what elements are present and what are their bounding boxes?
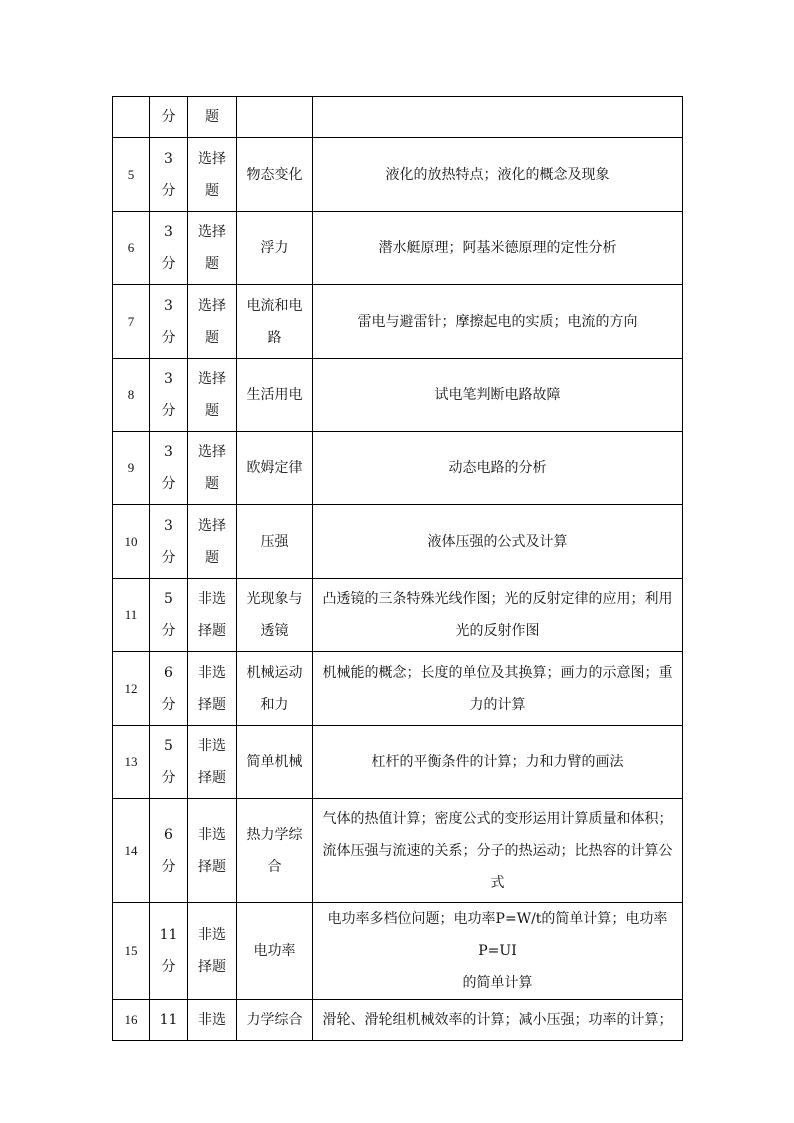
knowledge-points — [313, 1000, 683, 1041]
question-number: 12 — [113, 652, 150, 726]
question-type-line: 非选 — [198, 826, 226, 843]
score-cell-line: 11 — [159, 1012, 178, 1028]
question-number: 11 — [113, 579, 150, 652]
question-type-line: 题 — [205, 403, 219, 419]
knowledge-points-line: 流体压强与流速的关系；分子的热运动；比热容的计算公 — [322, 842, 673, 859]
question-type-line: 选择 — [198, 297, 226, 314]
score-cell-line: 11 — [159, 927, 178, 943]
question-type — [188, 285, 237, 359]
score-cell — [150, 138, 188, 212]
score-cell-line: 分 — [161, 256, 176, 272]
knowledge-points-line: 凸透镜的三条特殊光线作图；光的反射定律的应用；利用 — [322, 591, 673, 607]
question-number: 5 — [113, 138, 150, 212]
knowledge-points-line: 液化的放热特点；液化的概念及现象 — [385, 166, 610, 183]
exam-analysis-table — [112, 96, 683, 1041]
score-cell-line: 分 — [161, 549, 176, 566]
question-type — [188, 97, 237, 138]
knowledge-points — [313, 359, 683, 432]
topic-cell-line: 热力学综 — [246, 826, 303, 843]
question-type-line: 选择 — [198, 371, 226, 387]
topic-cell-line: 机械运动 — [246, 664, 303, 681]
topic-cell-line: 生活用电 — [246, 387, 303, 403]
topic-cell — [237, 799, 313, 903]
knowledge-points-line: 式 — [490, 874, 505, 891]
score-cell — [150, 97, 188, 138]
table-row — [113, 97, 683, 138]
question-type-line: 题 — [205, 256, 219, 272]
topic-cell-line: 欧姆定律 — [246, 460, 303, 476]
table-row — [113, 799, 683, 903]
knowledge-points-line: 力的计算 — [469, 696, 526, 713]
question-number: 14 — [113, 799, 150, 903]
score-cell-line: 分 — [161, 696, 176, 713]
table-row — [113, 726, 683, 799]
score-cell-line: 3 — [164, 517, 173, 534]
topic-cell-line: 路 — [267, 329, 282, 346]
score-cell-line: 分 — [161, 109, 176, 125]
topic-cell-line: 力学综合 — [246, 1012, 303, 1028]
topic-cell — [237, 903, 313, 1000]
topic-cell-line: 透镜 — [260, 623, 289, 639]
question-type-line: 题 — [205, 549, 219, 566]
question-type-line: 非选 — [198, 664, 226, 681]
question-type — [188, 579, 237, 652]
question-number: 16 — [113, 1000, 150, 1041]
score-cell — [150, 799, 188, 903]
table-row — [113, 1000, 683, 1041]
score-cell — [150, 359, 188, 432]
score-cell-line: 5 — [164, 591, 173, 607]
knowledge-points — [313, 652, 683, 726]
knowledge-points — [313, 799, 683, 903]
question-number: 13 — [113, 726, 150, 799]
question-type-line: 选择 — [198, 224, 226, 240]
question-type — [188, 432, 237, 505]
topic-cell-line: 电功率 — [253, 943, 296, 959]
question-type — [188, 359, 237, 432]
topic-cell-line: 简单机械 — [246, 754, 303, 770]
question-number: 8 — [113, 359, 150, 432]
topic-cell-line: 压强 — [260, 533, 289, 550]
score-cell — [150, 212, 188, 285]
score-cell-line: 6 — [164, 664, 173, 681]
topic-cell-line: 和力 — [260, 696, 289, 713]
score-cell-line: 3 — [164, 150, 173, 167]
topic-cell — [237, 212, 313, 285]
question-type-line: 非选 — [198, 738, 226, 754]
knowledge-points-line: 杠杆的平衡条件的计算；力和力臂的画法 — [371, 754, 624, 770]
knowledge-points-line: 雷电与避雷针；摩擦起电的实质；电流的方向 — [357, 313, 638, 330]
score-cell-line: 分 — [161, 329, 176, 346]
knowledge-points — [313, 212, 683, 285]
knowledge-points-line: 液体压强的公式及计算 — [427, 533, 568, 550]
score-cell-line: 3 — [164, 297, 173, 314]
question-type — [188, 212, 237, 285]
topic-cell-line: 电流和电 — [246, 297, 303, 314]
question-type — [188, 652, 237, 726]
knowledge-points-line: 机械能的概念；长度的单位及其换算；画力的示意图；重 — [322, 664, 673, 681]
table-row — [113, 579, 683, 652]
question-type-line: 非选 — [198, 927, 226, 943]
knowledge-points-line: 电功率多档位问题；电功率P=W/t的简单计算；电功率P=UI — [327, 911, 668, 959]
question-type-line: 择题 — [198, 959, 226, 975]
question-type-line: 择题 — [198, 770, 226, 786]
question-number: 6 — [113, 212, 150, 285]
score-cell-line: 分 — [161, 770, 176, 786]
score-cell-line: 分 — [161, 959, 176, 975]
table-row — [113, 652, 683, 726]
topic-cell — [237, 1000, 313, 1041]
topic-cell-line: 浮力 — [260, 240, 289, 256]
topic-cell-line: 合 — [267, 858, 282, 875]
question-type-line: 题 — [205, 182, 219, 199]
question-type — [188, 726, 237, 799]
score-cell — [150, 285, 188, 359]
topic-cell — [237, 138, 313, 212]
score-cell-line: 分 — [161, 476, 176, 492]
question-type-line: 题 — [205, 329, 219, 346]
score-cell — [150, 505, 188, 579]
knowledge-points — [313, 285, 683, 359]
question-number: 9 — [113, 432, 150, 505]
table-row — [113, 285, 683, 359]
knowledge-points-line: 气体的热值计算；密度公式的变形运用计算质量和体积； — [322, 810, 673, 827]
table-row — [113, 359, 683, 432]
topic-cell — [237, 726, 313, 799]
question-number — [113, 97, 150, 138]
question-type — [188, 138, 237, 212]
topic-cell — [237, 285, 313, 359]
question-type-line: 选择 — [198, 444, 226, 460]
topic-cell — [237, 505, 313, 579]
question-type-line: 题 — [205, 109, 219, 125]
topic-cell — [237, 579, 313, 652]
score-cell — [150, 652, 188, 726]
score-cell-line: 分 — [161, 403, 176, 419]
question-type-line: 非选 — [198, 591, 226, 607]
score-cell-line: 5 — [164, 738, 173, 754]
knowledge-points-line: 动态电路的分析 — [448, 460, 547, 476]
question-type-line: 择题 — [198, 858, 226, 875]
table-row — [113, 138, 683, 212]
topic-cell — [237, 432, 313, 505]
topic-cell — [237, 359, 313, 432]
topic-cell-line: 光现象与 — [246, 591, 303, 607]
score-cell-line: 分 — [161, 858, 176, 875]
table-row — [113, 505, 683, 579]
knowledge-points — [313, 505, 683, 579]
question-type-line: 非选 — [198, 1012, 226, 1028]
question-number: 15 — [113, 903, 150, 1000]
score-cell — [150, 432, 188, 505]
table-row — [113, 212, 683, 285]
score-cell-line: 3 — [164, 444, 173, 460]
question-type — [188, 505, 237, 579]
score-cell-line: 3 — [164, 224, 173, 240]
knowledge-points-line: 试电笔判断电路故障 — [434, 387, 561, 403]
score-cell — [150, 1000, 188, 1041]
question-type-line: 择题 — [198, 696, 226, 713]
score-cell-line: 3 — [164, 371, 173, 387]
score-cell — [150, 579, 188, 652]
score-cell-line: 分 — [161, 182, 176, 199]
score-cell — [150, 726, 188, 799]
question-type-line: 选择 — [198, 517, 226, 534]
topic-cell — [237, 652, 313, 726]
knowledge-points — [313, 726, 683, 799]
topic-cell-line: 物态变化 — [246, 166, 303, 183]
table-row — [113, 903, 683, 1000]
knowledge-points-line: 潜水艇原理；阿基米德原理的定性分析 — [378, 240, 617, 256]
question-type-line: 择题 — [198, 623, 226, 639]
knowledge-points-line: 的简单计算 — [462, 975, 533, 991]
question-number: 7 — [113, 285, 150, 359]
question-type-line: 题 — [205, 476, 219, 492]
knowledge-points-line: 光的反射作图 — [455, 623, 540, 639]
table-body — [113, 97, 683, 1041]
score-cell-line: 分 — [161, 623, 176, 639]
knowledge-points — [313, 138, 683, 212]
topic-cell — [237, 97, 313, 138]
knowledge-points — [313, 97, 683, 138]
score-cell — [150, 903, 188, 1000]
score-cell-line: 6 — [164, 826, 173, 843]
question-type — [188, 1000, 237, 1041]
knowledge-points — [313, 579, 683, 652]
knowledge-points-line: 滑轮、滑轮组机械效率的计算；减小压强；功率的计算； — [322, 1012, 673, 1028]
question-type — [188, 903, 237, 1000]
question-type-line: 选择 — [198, 150, 226, 167]
question-number: 10 — [113, 505, 150, 579]
knowledge-points — [313, 432, 683, 505]
question-type — [188, 799, 237, 903]
table-row — [113, 432, 683, 505]
knowledge-points — [313, 903, 683, 1000]
